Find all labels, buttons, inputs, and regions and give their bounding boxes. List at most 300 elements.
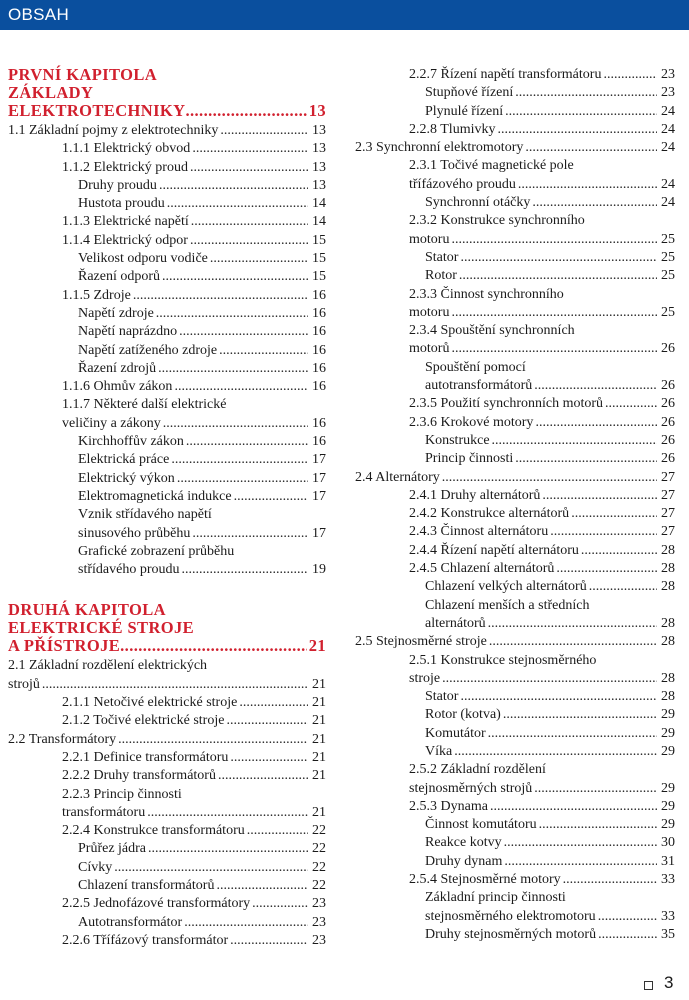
toc-entry-text: 2.2.4 Konstrukce transformátoru	[62, 823, 245, 839]
dot-leader	[458, 249, 657, 267]
dot-leader	[569, 505, 657, 523]
toc-entry-text: 2.3.4 Spouštění synchronních	[409, 323, 575, 339]
dot-leader	[513, 84, 657, 102]
dot-leader	[156, 360, 308, 378]
toc-entry[interactable]	[8, 731, 326, 749]
toc-entry[interactable]	[8, 506, 326, 543]
toc-entry[interactable]	[355, 359, 675, 396]
toc-entry-text: motorů	[409, 341, 450, 357]
toc-entry[interactable]	[8, 122, 326, 140]
toc-entry-text: 2.5.3 Dynama	[409, 798, 488, 814]
toc-entry[interactable]	[8, 232, 326, 250]
toc-entry-text: 2.4.5 Chlazení alternátorů	[409, 561, 555, 577]
toc-page-number: 29	[661, 798, 675, 814]
dot-leader	[440, 469, 657, 487]
dot-leader	[561, 871, 657, 889]
dot-leader	[449, 304, 657, 322]
toc-entry-text: Elektrická práce	[78, 452, 170, 468]
dot-leader	[145, 804, 308, 822]
toc-entry-text: Spouštění pomocí	[425, 359, 526, 375]
toc-entry-text: 1.1.5 Zdroje	[62, 287, 131, 303]
toc-entry[interactable]	[355, 487, 675, 505]
toc-entry[interactable]	[8, 840, 326, 858]
toc-page-number: 13	[312, 177, 326, 193]
toc-page-number: 22	[312, 823, 326, 839]
toc-entry-text: sinusového průběhu	[78, 525, 191, 541]
toc-page-number: 24	[661, 121, 675, 137]
dot-leader	[532, 780, 657, 798]
toc-page-number: 24	[661, 195, 675, 211]
toc-page-number: 27	[661, 524, 675, 540]
toc-entry[interactable]	[355, 66, 675, 84]
toc-entry[interactable]	[355, 505, 675, 523]
toc-entry-text: transformátoru	[62, 804, 146, 820]
dot-leader	[154, 305, 308, 323]
toc-entry-text: třífázového proudu	[409, 176, 516, 192]
dot-leader	[216, 767, 308, 785]
toc-entry[interactable]	[8, 287, 326, 305]
dot-leader	[596, 926, 657, 944]
toc-page-number: 15	[312, 269, 326, 285]
dot-leader	[165, 195, 308, 213]
toc-entry[interactable]	[8, 342, 326, 360]
dot-leader	[495, 121, 657, 139]
dot-leader	[501, 706, 657, 724]
toc-entry-text: 2.2.1 Definice transformátoru	[62, 749, 229, 765]
toc-entry[interactable]	[8, 177, 326, 195]
dot-leader	[237, 694, 308, 712]
toc-entry[interactable]	[8, 159, 326, 177]
toc-page-number: 15	[312, 232, 326, 248]
toc-entry[interactable]	[8, 767, 326, 785]
dot-leader	[452, 743, 657, 761]
toc-page-number: 23	[661, 85, 675, 101]
dot-leader	[530, 194, 657, 212]
toc-page-number: 30	[661, 835, 675, 851]
toc-entry-text: 1.1.2 Elektrický proud	[62, 159, 188, 175]
toc-entry-text: 2.3.1 Točivé magnetické pole	[409, 158, 574, 174]
dot-leader	[587, 578, 657, 596]
dot-leader	[116, 731, 308, 749]
toc-entry[interactable]	[355, 450, 675, 468]
toc-entry-text: 2.5.4 Stejnosměrné motory	[409, 872, 561, 888]
dot-leader	[513, 450, 657, 468]
toc-entry[interactable]	[8, 268, 326, 286]
toc-entry-text: střídavého proudu	[78, 562, 180, 578]
toc-entry-text: Komutátor	[425, 725, 486, 741]
toc-page-number: 21	[312, 804, 326, 820]
toc-left-column	[8, 58, 326, 950]
toc-page-number: 23	[661, 67, 675, 82]
toc-entry-text: Stupňové řízení	[425, 85, 514, 101]
toc-entry[interactable]	[8, 786, 326, 823]
square-bullet-icon	[644, 981, 653, 990]
toc-entry[interactable]	[8, 914, 326, 932]
dot-leader	[157, 177, 308, 195]
toc-page-number: 25	[661, 304, 675, 320]
chapter-page-number: 21	[308, 636, 326, 656]
toc-entry[interactable]	[8, 451, 326, 469]
toc-page-number: 19	[312, 562, 326, 578]
toc-page-number: 21	[312, 731, 326, 747]
toc-entry-text: Druhy proudu	[78, 177, 157, 193]
toc-page-number: 25	[661, 249, 675, 265]
toc-entry-text: motoru	[409, 231, 450, 247]
toc-entry[interactable]	[8, 712, 326, 730]
toc-page-number: 26	[661, 341, 675, 357]
toc-entry-text: strojů	[8, 676, 40, 692]
dot-leader	[596, 908, 657, 926]
toc-page-number: 13	[312, 159, 326, 175]
toc-entry-text: 2.2.3 Princip činnosti	[62, 786, 182, 802]
toc-page-number: 16	[312, 434, 326, 450]
toc-page-number: 17	[312, 470, 326, 486]
toc-entry-text: Řazení odporů	[78, 269, 161, 285]
toc-page-number: 29	[661, 725, 675, 741]
toc-page-number: 27	[661, 487, 675, 503]
dot-leader	[120, 637, 307, 655]
toc-list-continued	[355, 66, 675, 944]
toc-entry-text: 2.4 Alternátory	[355, 469, 440, 485]
toc-entry[interactable]	[355, 798, 675, 816]
toc-entry-text: 2.3.3 Činnost synchronního	[409, 286, 564, 302]
toc-entry-text: Řazení zdrojů	[78, 360, 157, 376]
dot-leader	[601, 66, 657, 84]
dot-leader	[146, 840, 308, 858]
header-bar	[0, 0, 689, 30]
dot-leader	[131, 287, 308, 305]
toc-entry[interactable]	[355, 834, 675, 852]
toc-entry-text: 2.3.2 Konstrukce synchronního	[409, 213, 585, 229]
toc-page-number: 16	[312, 324, 326, 340]
dot-leader	[177, 323, 308, 341]
toc-page-number: 25	[661, 231, 675, 247]
toc-list-chapter-1	[8, 122, 326, 579]
dot-leader	[523, 139, 657, 157]
toc-entry[interactable]	[8, 543, 326, 580]
chapter-heading[interactable]	[8, 66, 326, 120]
dot-leader	[502, 834, 657, 852]
toc-entry-text: Cívky	[78, 859, 113, 875]
toc-page-number: 16	[312, 415, 326, 431]
toc-page-number: 28	[661, 542, 675, 558]
toc-page-number: 21	[312, 749, 326, 765]
toc-entry[interactable]	[355, 542, 675, 560]
toc-entry[interactable]	[355, 432, 675, 450]
toc-entry-text: autotransformátorů	[425, 378, 533, 394]
toc-page-number: 21	[312, 676, 326, 692]
toc-entry[interactable]	[355, 706, 675, 724]
toc-entry[interactable]	[355, 267, 675, 285]
toc-page-number: 13	[312, 123, 326, 138]
toc-page-number: 16	[312, 305, 326, 321]
toc-entry[interactable]	[8, 213, 326, 231]
toc-entry[interactable]	[8, 140, 326, 158]
toc-entry-text: Činnost komutátoru	[425, 817, 537, 833]
toc-entry-text: Autotransformátor	[78, 914, 183, 930]
toc-entry[interactable]	[355, 889, 675, 926]
toc-right-column	[355, 64, 675, 944]
toc-entry-text: Chlazení transformátorů	[78, 877, 215, 893]
chapter-title-line: DRUHÁ KAPITOLA	[8, 600, 166, 620]
toc-entry[interactable]	[8, 749, 326, 767]
toc-entry-text: Konstrukce	[425, 432, 490, 448]
dot-leader	[232, 488, 308, 506]
chapter-title-line: ELEKTRICKÉ STROJE	[8, 618, 195, 638]
toc-entry-text: Stator	[425, 689, 459, 705]
toc-page-number: 25	[661, 268, 675, 284]
toc-page-number: 21	[312, 768, 326, 784]
chapter-title-line: ELEKTROTECHNIKY	[8, 101, 186, 120]
toc-entry[interactable]	[355, 761, 675, 798]
toc-entry-text: motoru	[409, 304, 450, 320]
toc-page-number: 22	[312, 877, 326, 893]
toc-entry[interactable]	[8, 822, 326, 840]
dot-leader	[548, 523, 657, 541]
toc-entry[interactable]	[355, 816, 675, 834]
dot-leader	[175, 470, 308, 488]
toc-entry[interactable]	[8, 323, 326, 341]
toc-page-number: 28	[661, 670, 675, 686]
toc-entry-text: Chlazení velkých alternátorů	[425, 579, 587, 595]
dot-leader	[603, 395, 657, 413]
toc-page-number: 35	[661, 926, 675, 942]
toc-entry[interactable]	[355, 652, 675, 689]
toc-entry-text: stroje	[409, 670, 441, 686]
toc-page-number: 33	[661, 908, 675, 924]
toc-entry-text: Napětí zdroje	[78, 305, 154, 321]
toc-entry-text: 1.1.4 Elektrický odpor	[62, 232, 188, 248]
toc-page-number: 22	[312, 841, 326, 857]
toc-entry-text: Velikost odporu vodiče	[78, 251, 208, 267]
toc-entry[interactable]	[355, 743, 675, 761]
dot-leader	[490, 432, 657, 450]
toc-entry-text: Synchronní otáčky	[425, 195, 531, 211]
toc-page-number: 15	[312, 251, 326, 267]
toc-entry[interactable]	[8, 305, 326, 323]
dot-leader	[160, 268, 308, 286]
dot-leader	[112, 859, 308, 877]
toc-entry-text: stejnosměrných strojů	[409, 780, 533, 796]
toc-entry-text: 2.2.8 Tlumivky	[409, 121, 496, 137]
toc-entry-text: Průřez jádra	[78, 841, 147, 857]
dot-leader	[457, 267, 657, 285]
toc-entry-text: Vznik střídavého napětí	[78, 507, 212, 523]
toc-page-number: 26	[661, 396, 675, 412]
dot-leader	[182, 914, 308, 932]
toc-entry[interactable]	[8, 250, 326, 268]
toc-entry-text: 2.2 Transformátory	[8, 731, 117, 747]
toc-entry[interactable]	[355, 523, 675, 541]
toc-entry[interactable]	[355, 212, 675, 249]
dot-leader	[214, 877, 308, 895]
toc-page-number: 31	[661, 853, 675, 869]
dot-leader	[516, 176, 657, 194]
toc-page-number: 27	[661, 469, 675, 485]
dot-leader	[179, 561, 308, 579]
toc-page-number: 16	[312, 379, 326, 395]
dot-leader	[188, 159, 308, 177]
toc-entry-text: alternátorů	[425, 615, 486, 631]
toc-entry-text: 2.1.1 Netočivé elektrické stroje	[62, 695, 238, 711]
dot-leader	[190, 140, 308, 158]
dot-leader	[458, 688, 657, 706]
dot-leader	[169, 451, 308, 469]
toc-page-number: 33	[661, 872, 675, 888]
toc-entry[interactable]	[355, 871, 675, 889]
dot-leader	[487, 633, 657, 651]
toc-entry-text: 2.4.2 Konstrukce alternátorů	[409, 506, 570, 522]
toc-entry[interactable]	[355, 560, 675, 578]
toc-entry-text: 2.2.5 Jednofázové transformátory	[62, 896, 251, 912]
toc-entry-text: 2.4.3 Činnost alternátoru	[409, 524, 549, 540]
toc-page-number: 23	[312, 932, 326, 948]
toc-entry[interactable]	[8, 470, 326, 488]
toc-page-number: 22	[312, 859, 326, 875]
toc-entry-text: Napětí naprázdno	[78, 324, 178, 340]
toc-entry[interactable]	[355, 633, 675, 651]
dot-leader	[449, 231, 657, 249]
toc-entry-text: 1.1.1 Elektrický obvod	[62, 141, 191, 157]
dot-leader	[440, 670, 657, 688]
toc-entry[interactable]	[355, 84, 675, 102]
toc-entry-text: 2.3 Synchronní elektromotory	[355, 140, 524, 156]
dot-leader	[189, 213, 308, 231]
toc-entry-text: 1.1.3 Elektrické napětí	[62, 214, 189, 230]
toc-entry[interactable]	[8, 877, 326, 895]
toc-list-chapter-2	[8, 657, 326, 950]
toc-entry[interactable]	[355, 249, 675, 267]
dot-leader	[224, 712, 308, 730]
page-title: OBSAH	[8, 5, 70, 24]
chapter-heading[interactable]	[8, 601, 326, 655]
toc-entry[interactable]	[355, 322, 675, 359]
toc-entry-text: 1.1.6 Ohmův zákon	[62, 379, 173, 395]
toc-entry[interactable]	[355, 157, 675, 194]
toc-page-number: 16	[312, 342, 326, 358]
toc-entry[interactable]	[8, 895, 326, 913]
page-number: 3	[664, 973, 674, 992]
toc-entry-text: 2.3.5 Použití synchronních motorů	[409, 396, 604, 412]
toc-entry-text: 2.5.1 Konstrukce stejnosměrného	[409, 652, 597, 668]
toc-entry[interactable]	[8, 396, 326, 433]
toc-entry[interactable]	[8, 433, 326, 451]
toc-page-number: 13	[312, 141, 326, 157]
toc-entry[interactable]	[355, 395, 675, 413]
toc-entry-text: Princip činnosti	[425, 451, 514, 467]
dot-leader	[217, 342, 308, 360]
toc-entry-text: Chlazení menších a středních	[425, 597, 590, 613]
toc-entry-text: Plynulé řízení	[425, 103, 504, 119]
dot-leader	[533, 414, 657, 432]
dot-leader	[184, 433, 308, 451]
toc-entry-text: 2.1 Základní rozdělení elektrických	[8, 658, 208, 674]
toc-page-number: 28	[661, 579, 675, 595]
chapter-title-line: ZÁKLADY	[8, 83, 94, 102]
toc-entry-text: Hustota proudu	[78, 196, 165, 212]
toc-page-number: 29	[661, 743, 675, 759]
dot-leader	[502, 853, 657, 871]
toc-entry[interactable]	[8, 859, 326, 877]
toc-page-number: 26	[661, 378, 675, 394]
toc-entry[interactable]	[355, 926, 675, 944]
toc-entry-text: Napětí zatíženého zdroje	[78, 342, 218, 358]
toc-entry[interactable]	[355, 469, 675, 487]
toc-entry-text: Elektrický výkon	[78, 470, 175, 486]
dot-leader	[579, 542, 657, 560]
dot-leader	[218, 122, 308, 140]
toc-entry[interactable]	[8, 195, 326, 213]
dot-leader	[245, 822, 308, 840]
toc-entry[interactable]	[8, 488, 326, 506]
toc-entry[interactable]	[355, 725, 675, 743]
toc-entry[interactable]	[8, 932, 326, 950]
toc-entry[interactable]	[8, 378, 326, 396]
dot-leader	[228, 749, 308, 767]
toc-entry-text: Stator	[425, 249, 459, 265]
toc-entry-text: Základní princip činnosti	[425, 890, 566, 906]
toc-page-number: 24	[661, 140, 675, 156]
toc-entry-text: Druhy stejnosměrných motorů	[425, 926, 597, 942]
toc-page-number: 21	[312, 695, 326, 711]
toc-entry[interactable]	[355, 597, 675, 634]
toc-entry[interactable]	[355, 121, 675, 139]
toc-entry[interactable]	[8, 360, 326, 378]
dot-leader	[185, 102, 306, 120]
toc-entry-text: 2.5 Stejnosměrné stroje	[355, 634, 487, 650]
dot-leader	[554, 560, 657, 578]
toc-entry-text: 2.5.2 Základní rozdělení	[409, 762, 546, 778]
toc-entry[interactable]	[355, 688, 675, 706]
toc-entry-text: veličiny a zákony	[62, 415, 161, 431]
toc-entry[interactable]	[355, 414, 675, 432]
toc-entry-text: 2.4.1 Druhy alternátorů	[409, 487, 541, 503]
toc-page-number: 29	[661, 780, 675, 796]
toc-page-number: 28	[661, 615, 675, 631]
toc-page-number: 26	[661, 451, 675, 467]
toc-page-number: 27	[661, 506, 675, 522]
toc-entry[interactable]	[355, 853, 675, 871]
toc-page-number: 28	[661, 634, 675, 650]
toc-entry-text: Rotor (kotva)	[425, 707, 501, 723]
toc-entry[interactable]	[355, 103, 675, 121]
toc-page-number: 16	[312, 287, 326, 303]
toc-page-number: 24	[661, 176, 675, 192]
dot-leader	[537, 816, 657, 834]
dot-leader	[208, 250, 308, 268]
toc-entry[interactable]	[8, 657, 326, 694]
toc-entry-text: 2.3.6 Krokové motory	[409, 414, 534, 430]
dot-leader	[503, 103, 657, 121]
toc-entry[interactable]	[355, 139, 675, 157]
toc-entry[interactable]	[355, 194, 675, 212]
toc-entry[interactable]	[8, 694, 326, 712]
toc-entry-text: 2.2.7 Řízení napětí transformátoru	[409, 67, 602, 82]
toc-page-number: 16	[312, 360, 326, 376]
toc-page-number: 29	[661, 707, 675, 723]
dot-leader	[228, 932, 308, 950]
dot-leader	[250, 895, 308, 913]
toc-entry[interactable]	[355, 286, 675, 323]
toc-entry[interactable]	[355, 578, 675, 596]
toc-page-number: 17	[312, 488, 326, 504]
toc-page-number: 17	[312, 452, 326, 468]
toc-page-number: 26	[661, 432, 675, 448]
toc-entry-text: Rotor	[425, 268, 457, 284]
toc-page-number: 24	[661, 103, 675, 119]
toc-entry-text: Víka	[425, 743, 453, 759]
toc-page-number: 14	[312, 214, 326, 230]
